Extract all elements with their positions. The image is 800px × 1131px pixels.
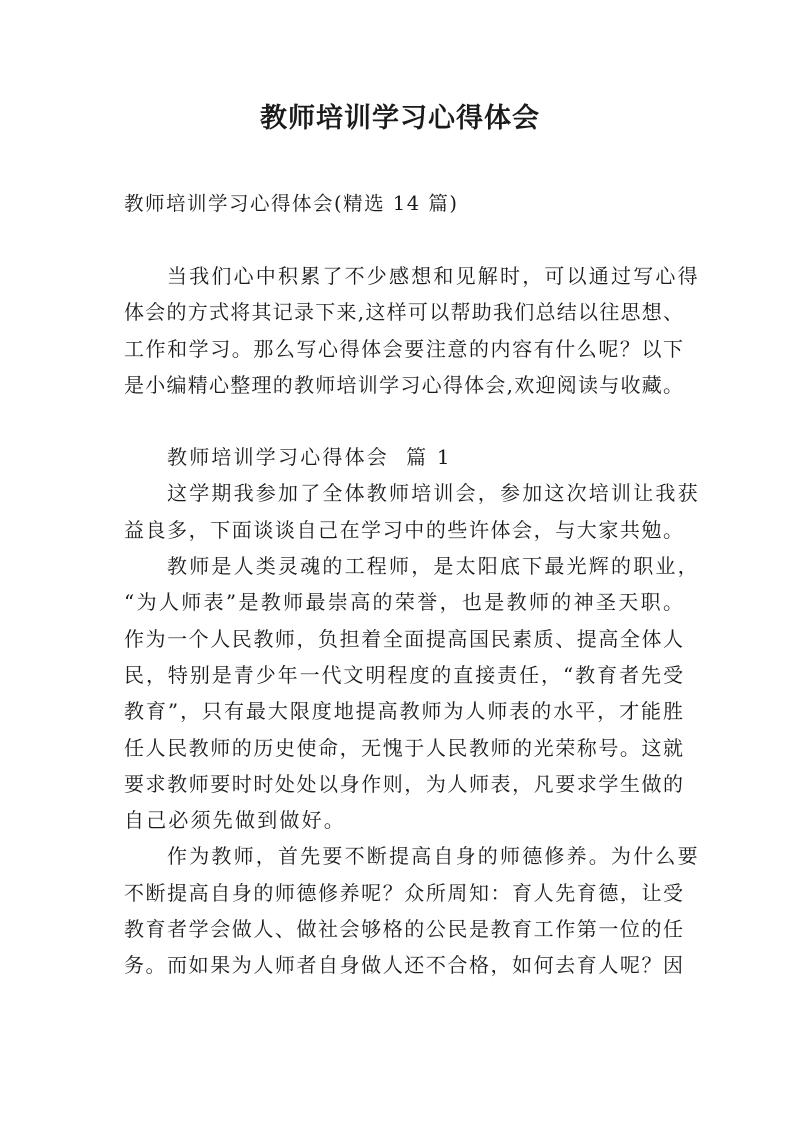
text-line: 这学期我参加了全体教师培训会，参加这次培训让我获 [167,481,700,506]
text-line: 不断提高自身的师德修养呢？众所周知：育人先育德，让受 [124,880,684,905]
text-line: 要求教师要时时处处以身作则，为人师表，凡要求学生做的 [124,771,684,796]
text-line: 作为教师，首先要不断提高自身的师德修养。为什么要 [167,844,700,869]
document-title: 教师培训学习心得体会 [260,103,540,134]
document-subtitle: 教师培训学习心得体会(精选 14 篇) [124,192,459,215]
paragraph [124,475,700,548]
paragraph [124,548,700,838]
text-line: 益良多，下面谈谈自己在学习中的些许体会，与大家共勉。 [124,517,684,542]
text-line: 是小编精心整理的教师培训学习心得体会,欢迎阅读与收藏。 [124,372,684,397]
text-line: 教师是人类灵魂的工程师，是太阳底下最光辉的职业， [167,554,700,579]
text-line: 自己必须先做到做好。 [124,808,346,833]
text-line: 民，特别是青少年一代文明程度的直接责任，“教育者先受 [124,662,684,687]
text-line: 教育”，只有最大限度地提高教师为人师表的水平，才能胜 [124,699,684,724]
text-line: 体会的方式将其记录下来,这样可以帮助我们总结以往思想、 [124,300,684,325]
section-heading: 教师培训学习心得体会 篇 1 [167,445,452,470]
text-line: 任人民教师的历史使命，无愧于人民教师的光荣称号。这就 [124,735,684,760]
text-line: 工作和学习。那么写心得体会要注意的内容有什么呢？以下 [124,336,684,361]
intro-paragraph [124,258,700,403]
document-body [124,258,700,984]
paragraph [124,838,700,983]
text-line: 作为一个人民教师，负担着全面提高国民素质、提高全体人 [124,626,684,651]
text-line: 教育者学会做人、做社会够格的公民是教育工作第一位的任 [124,917,684,942]
text-line: 务。而如果为人师者自身做人还不合格，如何去育人呢？因 [124,953,684,978]
text-line: “为人师表”是教师最崇高的荣誉，也是教师的神圣天职。 [124,590,684,615]
text-line: 当我们心中积累了不少感想和见解时，可以通过写心得 [167,264,700,288]
